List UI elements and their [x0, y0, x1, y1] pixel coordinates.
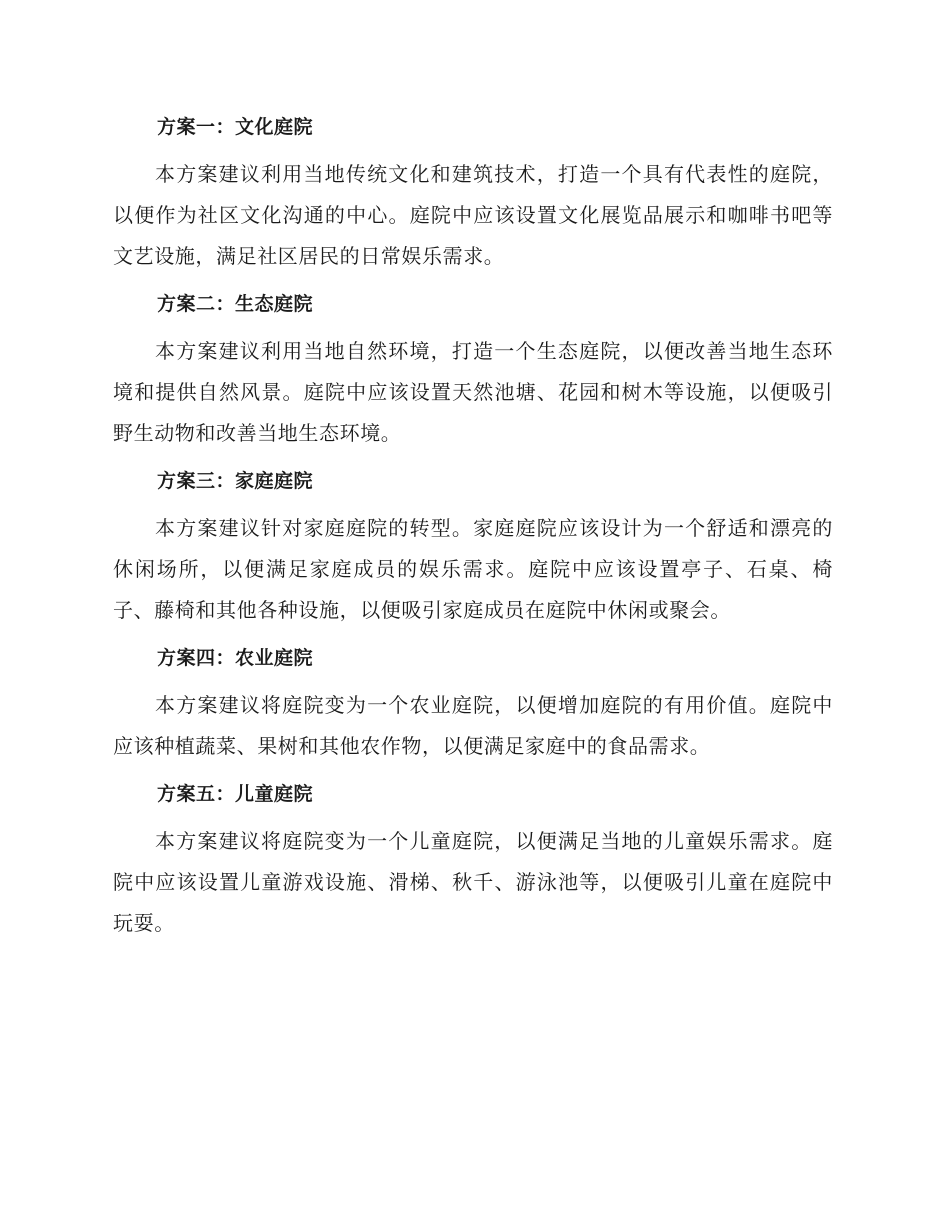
section-heading: 方案三：家庭庭院 — [157, 470, 314, 492]
section-heading: 方案五：儿童庭院 — [157, 783, 314, 805]
section-children-courtyard — [113, 775, 833, 944]
section-paragraph: 本方案建议将庭院变为一个儿童庭院，以便满足当地的儿童娱乐需求。庭院中应该设置儿童游戏设施、滑梯、秋千、游泳池等，以便吸引儿童在庭院中玩耍。 — [113, 829, 833, 935]
section-heading: 方案四：农业庭院 — [157, 647, 314, 669]
section-paragraph: 本方案建议利用当地自然环境，打造一个生态庭院，以便改善当地生态环境和提供自然风景。庭院中应该设置天然池塘、花园和树木等设施，以便吸引野生动物和改善当地生态环境。 — [113, 339, 833, 445]
section-paragraph: 本方案建议针对家庭庭院的转型。家庭庭院应该设计为一个舒适和漂亮的休闲场所，以便满足家庭成员的娱乐需求。庭院中应该设置亭子、石桌、椅子、藤椅和其他各种设施，以便吸引家庭成员在庭院中休闲或聚会。 — [113, 516, 833, 622]
section-paragraph: 本方案建议将庭院变为一个农业庭院，以便增加庭院的有用价值。庭院中应该种植蔬菜、果树和其他农作物，以便满足家庭中的食品需求。 — [113, 693, 833, 758]
section-heading: 方案二：生态庭院 — [157, 293, 314, 315]
section-cultural-courtyard — [113, 108, 833, 277]
section-paragraph: 本方案建议利用当地传统文化和建筑技术，打造一个具有代表性的庭院，以便作为社区文化沟通的中心。庭院中应该设置文化展览品展示和咖啡书吧等文艺设施，满足社区居民的日常娱乐需求。 — [113, 162, 833, 268]
section-heading: 方案一：文化庭院 — [157, 116, 314, 138]
section-ecological-courtyard — [113, 285, 833, 454]
section-agricultural-courtyard — [113, 639, 833, 767]
section-family-courtyard — [113, 462, 833, 631]
document-body — [113, 108, 833, 952]
